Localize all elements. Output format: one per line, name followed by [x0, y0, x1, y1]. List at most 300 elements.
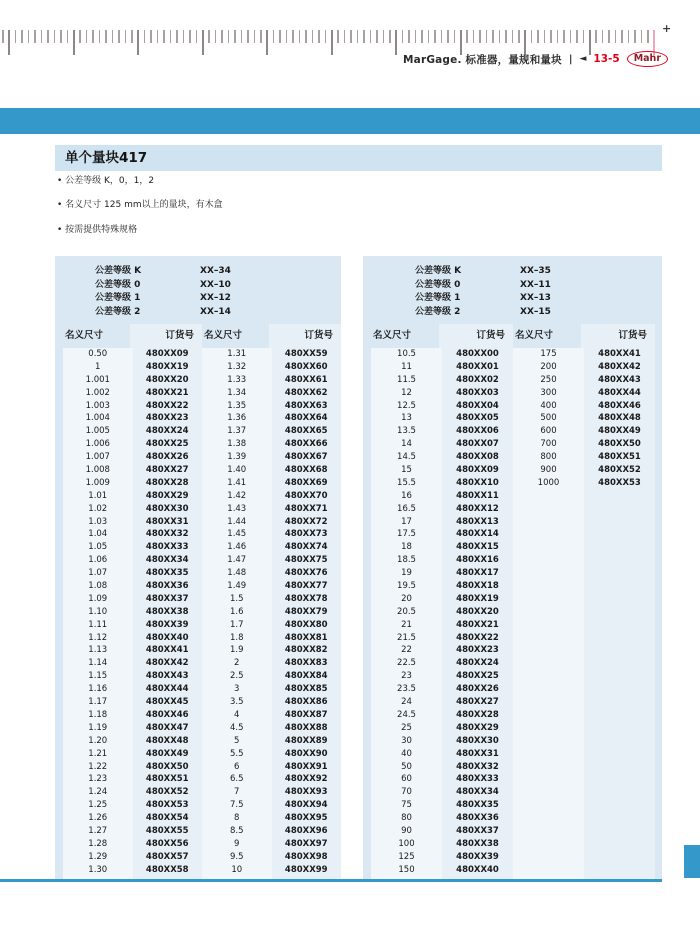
- order-number-cell: 480XX62: [284, 387, 328, 398]
- plus-mark: +: [662, 22, 672, 35]
- col-header-nominal-size: 名义尺寸: [204, 330, 243, 341]
- order-number-cell: 480XX30: [145, 503, 189, 514]
- ruler-tick: [2, 30, 4, 43]
- ruler-tick: [41, 30, 43, 43]
- nominal-size-cell: 18: [401, 542, 412, 553]
- nominal-size-cell: 40: [401, 748, 412, 759]
- ruler-tick: [634, 30, 636, 43]
- ruler-tick: [602, 30, 604, 43]
- nominal-size-cell: 150: [398, 864, 415, 875]
- order-number-cell: 480XX71: [284, 503, 328, 514]
- order-number-cell: 480XX93: [284, 787, 328, 798]
- nominal-size-cell: 1.27: [88, 825, 108, 836]
- nominal-size-cell: 15: [401, 465, 412, 476]
- ruler-tick: [512, 30, 514, 43]
- order-number-cell: 480XX52: [145, 787, 189, 798]
- ruler-tick: [331, 30, 333, 55]
- order-number-cell: 480XX55: [145, 825, 189, 836]
- ruler-tick: [505, 30, 507, 43]
- order-number-cell: 480XX40: [145, 632, 189, 643]
- back-arrow-icon[interactable]: ◄: [579, 54, 587, 64]
- nominal-size-cell: 21: [401, 619, 412, 630]
- ruler-tick: [641, 30, 643, 43]
- nominal-size-cell: 1.10: [88, 606, 108, 617]
- nominal-size-cell: 17.5: [397, 529, 416, 540]
- nominal-size-cell: 1.04: [88, 529, 108, 540]
- order-number-cell: 480XX04: [456, 400, 499, 411]
- ruler-tick: [363, 30, 365, 43]
- order-number-cell: 480XX82: [284, 645, 328, 656]
- tolerance-class-row: [363, 306, 662, 320]
- nominal-size-cell: 12: [401, 387, 412, 398]
- nominal-size-cell: 1.05: [88, 542, 108, 553]
- order-number-cell: 480XX73: [284, 529, 328, 540]
- nominal-size-cell: 21.5: [397, 632, 416, 643]
- nominal-size-cell: 8: [234, 813, 240, 824]
- nominal-size-cell: 1.002: [85, 387, 110, 398]
- tolerance-class-code: XX–13: [520, 293, 551, 303]
- ruler-tick: [15, 30, 17, 43]
- nominal-size-cell: 14.5: [397, 452, 416, 463]
- ruler-tick: [163, 30, 165, 43]
- order-number-cell: 480XX21: [456, 619, 499, 630]
- ruler-tick: [73, 30, 75, 55]
- nominal-size-cell: 250: [540, 374, 557, 385]
- order-number-cell: 480XX46: [598, 400, 641, 411]
- order-number-cell: 480XX91: [284, 761, 328, 772]
- order-number-cell: 480XX77: [284, 581, 328, 592]
- order-number-cell: 480XX43: [145, 671, 189, 682]
- ruler-tick: [305, 30, 307, 43]
- nominal-size-cell: 16.5: [397, 503, 416, 514]
- tolerance-class-code: XX–15: [520, 306, 551, 317]
- order-number-column: [272, 348, 342, 880]
- order-number-cell: 480XX36: [145, 581, 189, 592]
- ruler-tick: [447, 30, 449, 43]
- order-number-cell: 480XX68: [284, 465, 328, 476]
- col-header-order-number: 订货号: [439, 324, 513, 348]
- nominal-size-cell: 1.11: [88, 619, 108, 630]
- order-number-cell: 480XX23: [456, 645, 499, 656]
- nominal-size-cell: 60: [401, 774, 412, 785]
- nominal-size-cell: 1.14: [88, 658, 108, 669]
- nominal-size-cell: 1.21: [88, 748, 108, 759]
- nominal-size-cell: 1.16: [88, 684, 108, 695]
- order-number-cell: 480XX25: [456, 671, 499, 682]
- order-number-cell: 480XX59: [284, 349, 328, 359]
- nominal-size-cell: 1.26: [88, 813, 108, 824]
- nominal-size-cell: 1.31: [227, 349, 247, 359]
- nominal-size-cell: 1.13: [88, 645, 108, 656]
- nominal-size-cell: 1.09: [88, 593, 108, 604]
- ruler-tick: [292, 30, 294, 43]
- order-number-cell: 480XX86: [284, 697, 328, 708]
- order-number-cell: 480XX31: [145, 516, 189, 527]
- tolerance-class-code: XX–35: [520, 266, 551, 276]
- ruler-tick: [357, 30, 359, 43]
- ruler-tick: [34, 30, 36, 43]
- ruler-tick: [531, 30, 533, 43]
- ruler-tick: [615, 30, 617, 43]
- order-number-cell: 480XX41: [598, 349, 641, 359]
- ruler-tick: [202, 30, 204, 55]
- order-number-cell: 480XX81: [284, 632, 328, 643]
- order-number-cell: 480XX75: [284, 555, 328, 566]
- order-number-cell: 480XX24: [145, 426, 189, 437]
- order-number-cell: 480XX53: [145, 800, 189, 811]
- order-number-cell: 480XX50: [598, 439, 641, 450]
- order-number-cell: 480XX26: [145, 452, 189, 463]
- order-number-cell: 480XX51: [145, 774, 189, 785]
- nominal-size-cell: 3.5: [229, 697, 244, 708]
- nominal-size-cell: 1.17: [88, 697, 108, 708]
- bullet-item: • 公差等级 K，0，1，2: [57, 176, 223, 187]
- table-body: [55, 348, 341, 880]
- order-number-cell: 480XX31: [456, 748, 499, 759]
- ruler-tick: [118, 30, 120, 43]
- order-number-cell: 480XX38: [145, 606, 189, 617]
- gauge-block-table-left: [55, 256, 341, 880]
- nominal-size-cell: 13.5: [397, 426, 416, 437]
- nominal-size-cell: 4: [234, 709, 240, 720]
- order-number-cell: 480XX69: [284, 477, 328, 488]
- order-number-cell: 480XX32: [145, 529, 189, 540]
- ruler-tick: [260, 30, 262, 43]
- ruler-tick: [137, 30, 139, 55]
- order-number-cell: 480XX35: [145, 568, 189, 579]
- mahr-logo: Mahr: [627, 51, 668, 67]
- ruler-tick: [99, 30, 101, 43]
- nominal-size-cell: 125: [398, 851, 415, 862]
- order-number-cell: 480XX19: [456, 593, 499, 604]
- page-number: 13-5: [593, 53, 620, 65]
- order-number-cell: 480XX09: [456, 465, 499, 476]
- nominal-size-cell: 1.006: [85, 439, 110, 450]
- nominal-size-cell: 1.02: [88, 503, 108, 514]
- ruler-tick: [125, 30, 127, 43]
- ruler-tick: [537, 30, 539, 43]
- nominal-size-cell: 600: [540, 426, 557, 437]
- order-number-cell: 480XX64: [284, 413, 328, 424]
- nominal-size-cell: 13: [401, 413, 412, 424]
- order-number-cell: 480XX03: [456, 387, 499, 398]
- nominal-size-cell: 1.6: [229, 606, 244, 617]
- nominal-size-cell: 22: [401, 645, 412, 656]
- nominal-size-column: [63, 348, 133, 880]
- order-number-cell: 480XX43: [598, 374, 641, 385]
- tolerance-class-code: XX–12: [200, 293, 231, 303]
- tolerance-class-label: 公差等级 K: [95, 266, 142, 276]
- tolerance-class-block: [55, 256, 341, 324]
- order-number-cell: 480XX74: [284, 542, 328, 553]
- nominal-size-cell: 1.35: [227, 400, 247, 411]
- order-number-cell: 480XX98: [284, 851, 328, 862]
- ruler-tick: [402, 30, 404, 43]
- nominal-size-cell: 10: [231, 864, 243, 875]
- order-number-cell: 480XX35: [456, 800, 499, 811]
- nominal-size-cell: 100: [398, 838, 415, 849]
- ruler-tick: [150, 30, 152, 43]
- order-number-cell: 480XX29: [145, 490, 189, 501]
- nominal-size-cell: 1.9: [229, 645, 244, 656]
- order-number-cell: 480XX52: [598, 465, 641, 476]
- nominal-size-cell: 14: [401, 439, 412, 450]
- nominal-size-cell: 90: [401, 825, 412, 836]
- order-number-cell: 480XX33: [145, 542, 189, 553]
- ruler-tick: [208, 30, 210, 43]
- ruler-tick: [266, 30, 268, 55]
- ruler-tick: [86, 30, 88, 43]
- order-number-cell: 480XX94: [284, 800, 328, 811]
- order-number-cell: 480XX08: [456, 452, 499, 463]
- nominal-size-cell: 0.50: [88, 349, 108, 359]
- tolerance-class-code: XX–34: [200, 266, 231, 276]
- order-number-cell: 480XX34: [145, 555, 189, 566]
- order-number-cell: 480XX29: [456, 722, 499, 733]
- order-number-cell: 480XX23: [145, 413, 189, 424]
- order-number-cell: 480XX22: [145, 400, 189, 411]
- ruler-tick: [286, 30, 288, 43]
- nominal-size-cell: 1.30: [88, 864, 108, 875]
- nominal-size-cell: 1: [95, 361, 101, 372]
- order-number-cell: 480XX02: [456, 374, 499, 385]
- ruler-tick: [408, 30, 410, 43]
- nominal-size-cell: 23: [401, 671, 412, 682]
- nominal-size-cell: 12.5: [397, 400, 416, 411]
- section-title: 单个量块417: [55, 145, 662, 171]
- ruler-tick: [299, 30, 301, 43]
- nominal-size-cell: 1.19: [88, 722, 108, 733]
- order-number-cell: 480XX84: [284, 671, 328, 682]
- nominal-size-cell: 1.003: [85, 400, 110, 411]
- ruler-tick: [595, 30, 597, 43]
- order-number-cell: 480XX48: [598, 413, 641, 424]
- order-number-cell: 480XX66: [284, 439, 328, 450]
- order-number-cell: 480XX25: [145, 439, 189, 450]
- order-number-cell: 480XX37: [145, 593, 189, 604]
- order-number-cell: 480XX65: [284, 426, 328, 437]
- order-number-cell: 480XX28: [456, 709, 499, 720]
- ruler-tick: [79, 30, 81, 43]
- ruler-tick: [318, 30, 320, 43]
- order-number-cell: 480XX80: [284, 619, 328, 630]
- nominal-size-cell: 1.009: [85, 477, 110, 488]
- nominal-size-cell: 300: [540, 387, 557, 398]
- nominal-size-cell: 20: [401, 593, 412, 604]
- ruler-tick: [383, 30, 385, 43]
- ruler-tick: [479, 30, 481, 43]
- ruler-tick: [421, 30, 423, 43]
- nominal-size-cell: 1.008: [85, 465, 110, 476]
- table-header-row: [55, 324, 341, 348]
- nominal-size-cell: 18.5: [397, 555, 416, 566]
- separator-bar: |: [568, 53, 573, 65]
- order-number-cell: 480XX89: [284, 735, 328, 746]
- tolerance-class-row: [55, 279, 341, 293]
- nominal-size-cell: 1.25: [88, 800, 108, 811]
- ruler-tick: [492, 30, 494, 43]
- bullet-item: • 名义尺寸 125 mm以上的量块，有木盒: [57, 200, 223, 211]
- nominal-size-cell: 24: [401, 697, 412, 708]
- ruler-tick: [647, 30, 649, 43]
- order-number-cell: 480XX78: [284, 593, 328, 604]
- nominal-size-cell: 500: [540, 413, 557, 424]
- nominal-size-cell: 11: [401, 361, 412, 372]
- ruler-tick: [325, 30, 327, 43]
- ruler-tick: [228, 30, 230, 43]
- order-number-cell: 480XX39: [145, 619, 189, 630]
- nominal-size-cell: 800: [540, 452, 557, 463]
- col-header-order-number: 订货号: [269, 324, 342, 348]
- nominal-size-cell: 1.004: [85, 413, 110, 424]
- order-number-cell: 480XX42: [145, 658, 189, 669]
- ruler-tick: [550, 30, 552, 43]
- nominal-size-column: [202, 348, 272, 880]
- nominal-size-cell: 1.36: [227, 413, 247, 424]
- ruler-tick: [466, 30, 468, 43]
- order-number-cell: 480XX39: [456, 851, 499, 862]
- ruler-tick: [415, 30, 417, 43]
- ruler-tick: [170, 30, 172, 43]
- ruler-tick: [454, 30, 456, 43]
- ruler-tick: [247, 30, 249, 43]
- ruler-tick: [370, 30, 372, 43]
- nominal-size-cell: 400: [540, 400, 557, 411]
- col-header-order-number: 订货号: [581, 324, 655, 348]
- nominal-size-cell: 3: [234, 684, 240, 695]
- ruler-tick: [157, 30, 159, 43]
- nominal-size-cell: 9: [234, 838, 240, 849]
- ruler-tick: [196, 30, 198, 43]
- nominal-size-cell: 1.44: [227, 516, 247, 527]
- nominal-size-cell: 1.47: [227, 555, 247, 566]
- order-number-cell: 480XX41: [145, 645, 189, 656]
- nominal-size-cell: 1.39: [227, 452, 247, 463]
- order-number-cell: 480XX10: [456, 477, 499, 488]
- nominal-size-cell: 80: [401, 813, 412, 824]
- nominal-size-cell: 75: [401, 800, 412, 811]
- ruler-tick: [312, 30, 314, 43]
- ruler-tick: [8, 30, 10, 55]
- ruler-tick: [337, 30, 339, 43]
- nominal-size-cell: 1.005: [85, 426, 110, 437]
- ruler-tick: [54, 30, 56, 43]
- ruler-tick: [350, 30, 352, 43]
- order-number-cell: 480XX47: [145, 722, 189, 733]
- ruler-tick: [176, 30, 178, 43]
- ruler-tick: [376, 30, 378, 43]
- nominal-size-cell: 1.8: [229, 632, 244, 643]
- tolerance-class-label: 公差等级 0: [415, 279, 461, 290]
- nominal-size-cell: 1.41: [227, 477, 247, 488]
- order-number-cell: 480XX56: [145, 838, 189, 849]
- table-header-row: [363, 324, 662, 348]
- order-number-cell: 480XX57: [145, 851, 189, 862]
- tolerance-class-label: 公差等级 1: [95, 293, 141, 303]
- order-number-cell: 480XX07: [456, 439, 499, 450]
- order-number-cell: 480XX22: [456, 632, 499, 643]
- order-number-cell: 480XX21: [145, 387, 189, 398]
- order-number-cell: 480XX46: [145, 709, 189, 720]
- ruler-tick: [105, 30, 107, 43]
- order-number-cell: 480XX44: [145, 684, 189, 695]
- order-number-cell: 480XX53: [598, 477, 641, 488]
- nominal-size-cell: 700: [540, 439, 557, 450]
- nominal-size-cell: 50: [401, 761, 412, 772]
- nominal-size-cell: 1.22: [88, 761, 108, 772]
- nominal-size-cell: 1.45: [227, 529, 247, 540]
- ruler-tick: [389, 30, 391, 43]
- ruler-tick: [486, 30, 488, 43]
- order-number-cell: 480XX60: [284, 361, 328, 372]
- ruler-tick: [570, 30, 572, 43]
- tolerance-class-code: XX–10: [200, 279, 231, 290]
- order-number-cell: 480XX24: [456, 658, 499, 669]
- nominal-size-cell: 1.07: [88, 568, 108, 579]
- order-number-cell: 480XX05: [456, 413, 499, 424]
- nominal-size-cell: 17: [401, 516, 412, 527]
- order-number-cell: 480XX01: [456, 361, 499, 372]
- order-number-cell: 480XX83: [284, 658, 328, 669]
- nominal-size-cell: 1.08: [88, 581, 108, 592]
- ruler-tick: [221, 30, 223, 43]
- nominal-size-column: [513, 348, 584, 880]
- nominal-size-cell: 11.5: [397, 374, 416, 385]
- nominal-size-cell: 15.5: [397, 477, 416, 488]
- nominal-size-cell: 25: [401, 722, 412, 733]
- order-number-cell: 480XX49: [145, 748, 189, 759]
- nominal-size-cell: 1.03: [88, 516, 108, 527]
- nominal-size-cell: 23.5: [397, 684, 416, 695]
- order-number-cell: 480XX44: [598, 387, 641, 398]
- order-number-cell: 480XX17: [456, 568, 499, 579]
- order-number-cell: 480XX87: [284, 709, 328, 720]
- ruler-tick: [518, 30, 520, 43]
- order-number-cell: 480XX09: [145, 349, 189, 359]
- ruler-tick: [60, 30, 62, 43]
- ruler-tick: [131, 30, 133, 43]
- order-number-cell: 480XX15: [456, 542, 499, 553]
- nominal-size-cell: 1.37: [227, 426, 247, 437]
- ruler-tick: [47, 30, 49, 43]
- nominal-size-cell: 200: [540, 361, 557, 372]
- nominal-size-cell: 20.5: [397, 606, 416, 617]
- col-header-nominal-size: 名义尺寸: [373, 330, 412, 341]
- order-number-cell: 480XX99: [284, 864, 328, 875]
- order-number-cell: 480XX16: [456, 555, 499, 566]
- ruler-tick: [241, 30, 243, 43]
- ruler-tick: [499, 30, 501, 43]
- nominal-size-cell: 16: [401, 490, 412, 501]
- order-number-cell: 480XX49: [598, 426, 641, 437]
- order-number-cell: 480XX18: [456, 581, 499, 592]
- order-number-cell: 480XX34: [456, 787, 499, 798]
- nominal-size-cell: 1.15: [88, 671, 108, 682]
- order-number-cell: 480XX30: [456, 735, 499, 746]
- table-body: [363, 348, 662, 880]
- order-number-cell: 480XX50: [145, 761, 189, 772]
- tolerance-class-code: XX–14: [200, 306, 231, 317]
- nominal-size-cell: 1.23: [88, 774, 108, 785]
- order-number-cell: 480XX67: [284, 452, 328, 463]
- order-number-cell: 480XX32: [456, 761, 499, 772]
- ruler-tick: [621, 30, 623, 43]
- bullet-list: [57, 176, 223, 249]
- nominal-size-cell: 1.46: [227, 542, 247, 553]
- ruler-tick: [279, 30, 281, 43]
- order-number-cell: 480XX85: [284, 684, 328, 695]
- nominal-size-cell: 1.43: [227, 503, 247, 514]
